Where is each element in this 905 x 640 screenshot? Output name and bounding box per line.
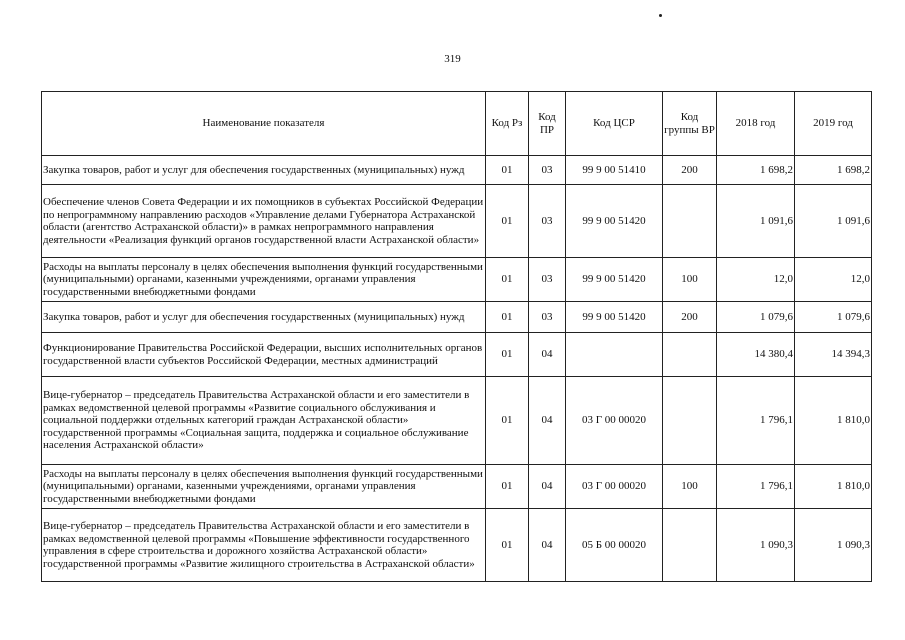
- row-name: Вице-губернатор – председатель Правительства Астраханской области и его заместители в рамках ведомственной целевой программы «Развитие социального обслуживания и социальной поддержки отдельных категорий граждан Астраханской области» государственной программы «Социальная защита, поддержка и социальное обслуживание населения Астраханской области»: [42, 377, 486, 465]
- row-vr: [663, 185, 717, 258]
- row-pr: 03: [529, 258, 566, 302]
- row-csr: 03 Г 00 00020: [566, 465, 663, 509]
- row-vr: 200: [663, 156, 717, 185]
- row-rz: 01: [486, 377, 529, 465]
- header-2019: 2019 год: [795, 92, 872, 156]
- row-rz: 01: [486, 509, 529, 582]
- row-pr: 04: [529, 509, 566, 582]
- budget-table: [41, 91, 872, 582]
- row-vr: 200: [663, 302, 717, 333]
- row-2018: 1 079,6: [717, 302, 795, 333]
- row-2018: 1 796,1: [717, 377, 795, 465]
- row-2018: 1 796,1: [717, 465, 795, 509]
- row-rz: 01: [486, 302, 529, 333]
- row-pr: 03: [529, 185, 566, 258]
- row-2019: 1 698,2: [795, 156, 872, 185]
- row-vr: 100: [663, 258, 717, 302]
- header-2018: 2018 год: [717, 92, 795, 156]
- row-2019: 1 810,0: [795, 465, 872, 509]
- row-2019: 14 394,3: [795, 333, 872, 377]
- row-name: Вице-губернатор – председатель Правительства Астраханской области и его заместители в рамках ведомственной целевой программы «Повышение эффективности государственного управления в сфере строительства и дорожного хозяйства Астраханской области» государственной программы «Развитие жилищного строительства в Астраханской области»: [42, 509, 486, 582]
- header-name: Наименование показателя: [42, 92, 486, 156]
- row-vr: [663, 377, 717, 465]
- row-name: Обеспечение членов Совета Федерации и их помощников в субъектах Российской Федерации по непрограммному направлению расходов «Управление делами Губернатора Астраханской области (агентство Астраханской области)» в рамках непрограммного направления деятельности «Реализация функций органов государственной власти Астраханской области»: [42, 185, 486, 258]
- row-rz: 01: [486, 333, 529, 377]
- row-csr: 99 9 00 51420: [566, 258, 663, 302]
- row-rz: 01: [486, 258, 529, 302]
- row-pr: 04: [529, 465, 566, 509]
- row-name: Закупка товаров, работ и услуг для обеспечения государственных (муниципальных) нужд: [42, 302, 486, 333]
- row-pr: 04: [529, 333, 566, 377]
- row-name: Закупка товаров, работ и услуг для обеспечения государственных (муниципальных) нужд: [42, 156, 486, 185]
- header-vr: Код группы ВР: [663, 92, 717, 156]
- row-2018: 1 698,2: [717, 156, 795, 185]
- table-row: [42, 509, 872, 582]
- table-row: [42, 465, 872, 509]
- row-name: Функционирование Правительства Российской Федерации, высших исполнительных органов государственной власти субъектов Российской Федерации, местных администраций: [42, 333, 486, 377]
- row-2019: 1 079,6: [795, 302, 872, 333]
- row-csr: 05 Б 00 00020: [566, 509, 663, 582]
- row-rz: 01: [486, 156, 529, 185]
- scan-speck: [659, 14, 662, 17]
- row-name: Расходы на выплаты персоналу в целях обеспечения выполнения функций государственными (муниципальными) органами, казенными учреждениями, органами управления государственными внебюджетными фондами: [42, 465, 486, 509]
- row-2019: 1 091,6: [795, 185, 872, 258]
- table-row: [42, 302, 872, 333]
- row-csr: 99 9 00 51420: [566, 302, 663, 333]
- row-2019: 1 810,0: [795, 377, 872, 465]
- page-number: 319: [444, 53, 461, 65]
- row-csr: 99 9 00 51410: [566, 156, 663, 185]
- row-vr: [663, 509, 717, 582]
- row-2018: 12,0: [717, 258, 795, 302]
- row-csr: 99 9 00 51420: [566, 185, 663, 258]
- row-2018: 1 091,6: [717, 185, 795, 258]
- header-pr: Код ПР: [529, 92, 566, 156]
- header-csr: Код ЦСР: [566, 92, 663, 156]
- row-pr: 03: [529, 156, 566, 185]
- table-row: [42, 185, 872, 258]
- table-row: [42, 258, 872, 302]
- table-row: [42, 156, 872, 185]
- row-2019: 1 090,3: [795, 509, 872, 582]
- row-2018: 1 090,3: [717, 509, 795, 582]
- row-pr: 03: [529, 302, 566, 333]
- row-rz: 01: [486, 465, 529, 509]
- row-rz: 01: [486, 185, 529, 258]
- row-name: Расходы на выплаты персоналу в целях обеспечения выполнения функций государственными (муниципальными) органами, казенными учреждениями, органами управления государственными внебюджетными фондами: [42, 258, 486, 302]
- row-vr: 100: [663, 465, 717, 509]
- header-rz: Код Рз: [486, 92, 529, 156]
- row-csr: [566, 333, 663, 377]
- row-2019: 12,0: [795, 258, 872, 302]
- table-row: [42, 377, 872, 465]
- row-2018: 14 380,4: [717, 333, 795, 377]
- row-csr: 03 Г 00 00020: [566, 377, 663, 465]
- row-pr: 04: [529, 377, 566, 465]
- row-vr: [663, 333, 717, 377]
- table-row: [42, 333, 872, 377]
- header-row: [42, 92, 872, 156]
